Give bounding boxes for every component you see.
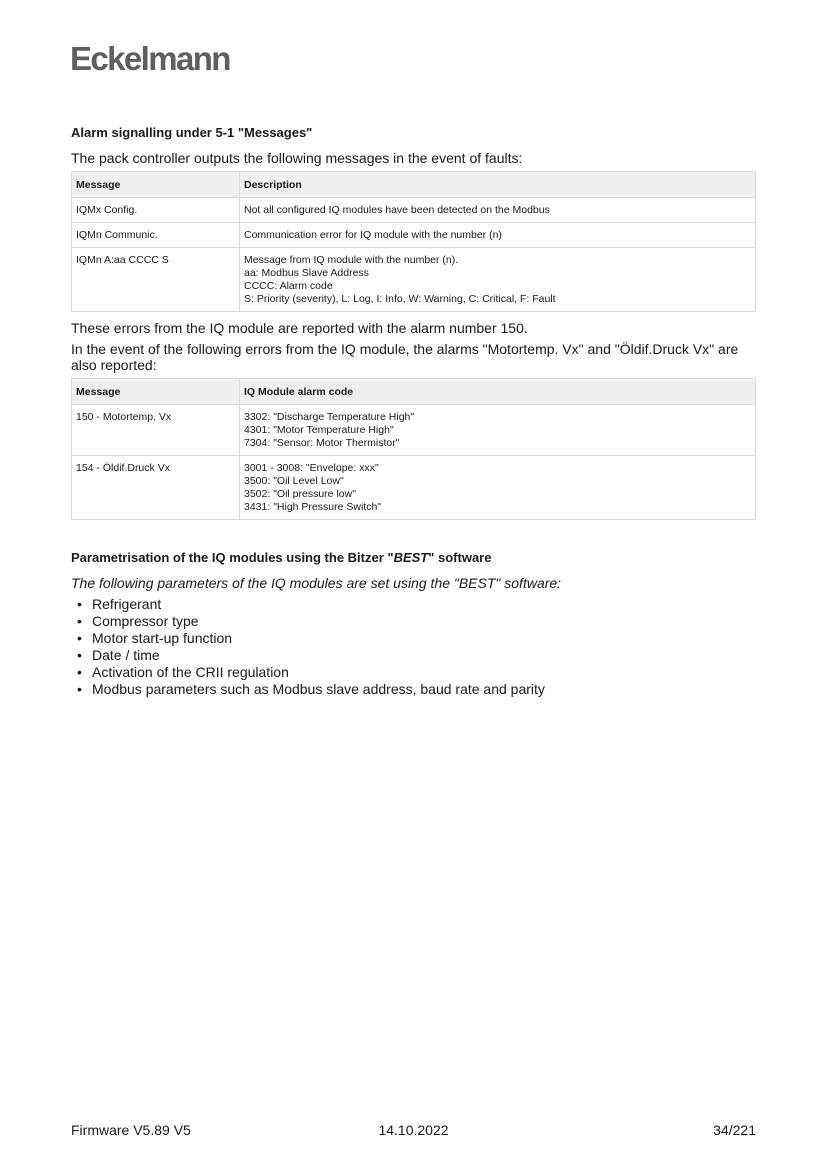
description-cell: Not all configured IQ modules have been detected on the Modbus xyxy=(240,198,756,223)
list-item: • Modbus parameters such as Modbus slave address, baud rate and parity xyxy=(77,681,545,697)
message-cell: 154 - Öldif.Druck Vx xyxy=(72,456,240,520)
alarm-code-table xyxy=(71,378,756,520)
description-cell: Message from IQ module with the number (n). aa: Modbus Slave Address CCCC: Alarm code S: Priority (severity), L: Log, I: Info, W: Warning, C: Critical, F: Fault xyxy=(240,248,756,312)
section-heading-alarm-signalling: Alarm signalling under 5-1 "Messages" xyxy=(71,125,313,140)
alarm-code-cell: 3302: "Discharge Temperature High" 4301: "Motor Temperature High" 7304: "Sensor: Motor Thermistor" xyxy=(240,405,756,456)
table-row xyxy=(72,198,756,223)
message-cell: IQMx Config. xyxy=(72,198,240,223)
footer-firmware-version: Firmware V5.89 V5 xyxy=(71,1122,191,1138)
column-header-message: Message xyxy=(72,379,240,405)
alarm-intro-text: The pack controller outputs the following messages in the event of faults: xyxy=(71,150,523,166)
section-heading-parametrisation: Parametrisation of the IQ modules using the Bitzer "BEST" software xyxy=(71,550,492,565)
table-header-row xyxy=(72,379,756,405)
table-row xyxy=(72,456,756,520)
message-cell: IQMn A:aa CCCC S xyxy=(72,248,240,312)
list-item: • Refrigerant xyxy=(77,596,162,612)
table-row xyxy=(72,405,756,456)
list-item: • Compressor type xyxy=(77,613,199,629)
table-row xyxy=(72,248,756,312)
alarm-code-cell: 3001 - 3008: "Envelope: xxx" 3500: "Oil Level Low" 3502: "Oil pressure low" 3431: "High Pressure Switch" xyxy=(240,456,756,520)
eckelmann-logo: Eckelmann xyxy=(70,40,230,77)
table-row xyxy=(72,223,756,248)
list-item: • Activation of the CRII regulation xyxy=(77,664,289,680)
footer-date: 14.10.2022 xyxy=(378,1122,449,1138)
additional-alarms-note: In the event of the following errors from the IQ module, the alarms "Motortemp. Vx" and "Öldif.Druck Vx" are also reported: xyxy=(71,341,739,373)
message-cell: IQMn Communic. xyxy=(72,223,240,248)
parameter-list xyxy=(71,596,756,698)
footer-page-number: 34/221 xyxy=(713,1122,756,1138)
page-content xyxy=(71,125,756,698)
alarm-number-note: These errors from the IQ module are reported with the alarm number 150. xyxy=(71,320,528,336)
list-item: • Date / time xyxy=(77,647,160,663)
message-cell: 150 - Motortemp. Vx xyxy=(72,405,240,456)
messages-table xyxy=(71,171,756,312)
column-header-description: Description xyxy=(240,172,756,198)
parametrisation-intro-text: The following parameters of the IQ modules are set using the "BEST" software: xyxy=(71,575,562,591)
list-item: • Motor start-up function xyxy=(77,630,233,646)
column-header-message: Message xyxy=(72,172,240,198)
table-header-row xyxy=(72,172,756,198)
column-header-alarm-code: IQ Module alarm code xyxy=(240,379,756,405)
description-cell: Communication error for IQ module with the number (n) xyxy=(240,223,756,248)
